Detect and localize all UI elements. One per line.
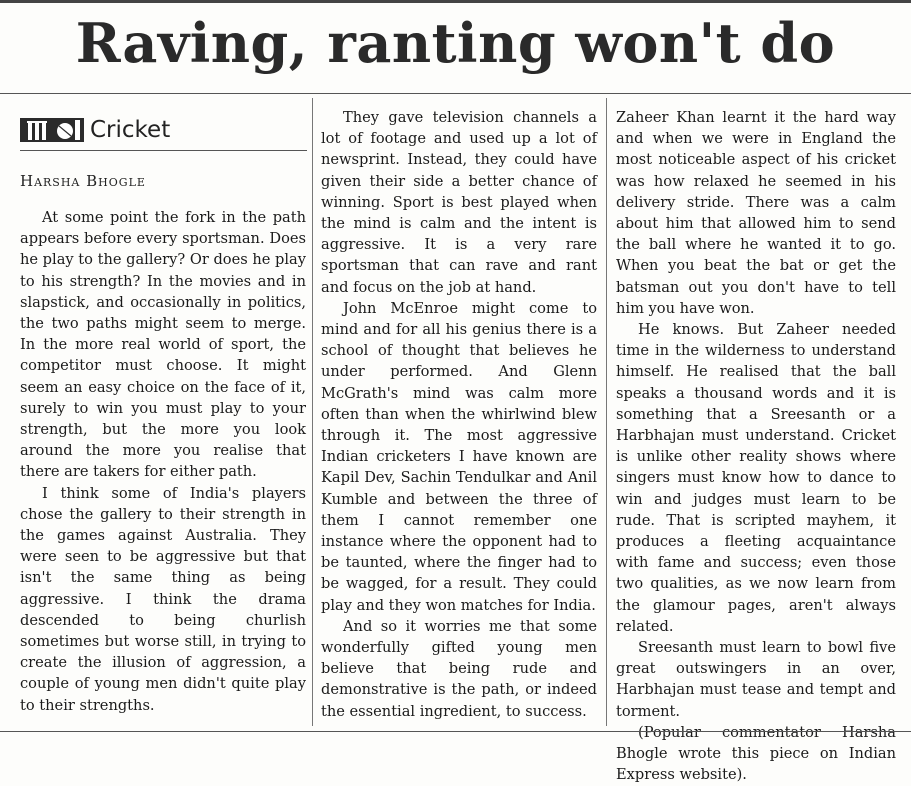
headline: Raving, ranting won't do xyxy=(75,11,836,75)
article-paragraph: (Popular commentator Harsha Bhogle wrote this piece on Indian Express website). xyxy=(616,723,896,784)
article-paragraph: They gave television channels a lot of footage and used up a lot of newsprint. Instead, they could have given their side a better chance of winning. Sport is best played when the mind is calm and the intent is aggressive. It is a very rare sportsman that can rave and rant and focus on the job at hand. xyxy=(321,109,597,296)
section-label: Cricket xyxy=(90,117,171,143)
bottom-rule xyxy=(0,731,911,732)
headline-rule xyxy=(0,93,911,94)
article-column-2 xyxy=(321,107,597,722)
article-paragraph: Zaheer Khan learnt it the hard way and when we were in England the most noticeable aspect of his cricket was how relaxed he seemed in his delivery stride. There was a calm about him that allowed him to send the ball where he wanted it to go. When you beat the bat or get the batsman out you don't have to tell him you have won. xyxy=(616,109,896,317)
article-paragraph: He knows. But Zaheer needed time in the wilderness to understand himself. He realised that the ball speaks a thousand words and it is something that a Sreesanth or a Harbhajan must understand. Cricket is unlike other reality shows where singers must know how to dance to win and judges must learn to be rude. That is scripted mayhem, it produces a fleeting acquaintance with fame and success; even those two qualities, as we now learn from the glamour pages, aren't always related. xyxy=(616,321,896,635)
section-rule xyxy=(20,150,307,151)
article-paragraph: Sreesanth must learn to bowl five great outswingers in an over, Harbhajan must tease and tempt and torment. xyxy=(616,639,896,720)
article-column-3 xyxy=(616,107,896,786)
article-paragraph: At some point the fork in the path appears before every sportsman. Does he play to the gallery? Or does he play to his strength? In the movies and in slapstick, and occasionally in politics, the two paths might seem to merge. In the more real world of sport, the competitor must choose. It might seem an easy choice on the face of it, surely to win you must play to your strength, but the more you look around the more you realise that there are takers for either path. xyxy=(20,209,306,481)
section-header xyxy=(20,113,170,147)
article-paragraph: And so it worries me that some wonderfully gifted young men believe that being rude and demonstrative is the path, or indeed the essential ingredient, to success. xyxy=(321,617,597,720)
cricket-ball-stumps-icon xyxy=(20,116,84,144)
column-divider-2 xyxy=(606,98,607,726)
byline: Harsha Bhogle xyxy=(20,172,146,190)
column-divider-1 xyxy=(312,98,313,726)
article-paragraph: I think some of India's players chose the gallery to their strength in the games against Australia. They were seen to be aggressive but that isn't the same thing as being aggressive. I think the drama descended to being churlish sometimes but worse still, in trying to create the illusion of aggression, a couple of young men didn't quite play to their strengths. xyxy=(20,484,306,714)
article-paragraph: John McEnroe might come to mind and for all his genius there is a school of thought that believes he under performed. And Glenn McGrath's mind was calm more often than when the whirlwind blew through it. The most aggressive Indian cricketers I have known are Kapil Dev, Sachin Tendulkar and Anil Kumble and between the three of them I cannot remember one instance where the opponent had to be taunted, where the finger had to be wagged, for a result. They could play and they won matches for India. xyxy=(321,299,597,614)
article-column-1 xyxy=(20,207,306,716)
